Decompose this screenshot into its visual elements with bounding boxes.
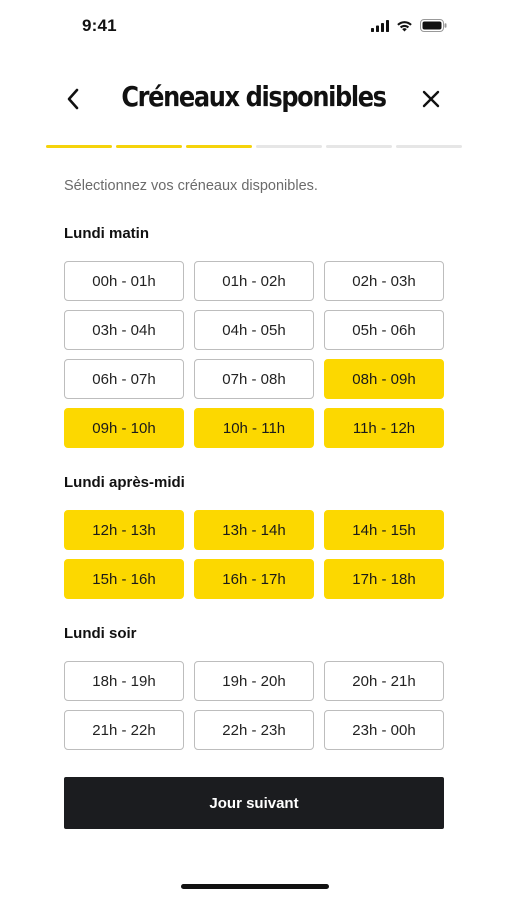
progress-segment [116,145,182,148]
slot-grid-morning [64,261,444,448]
time-slot[interactable]: 19h - 20h [194,661,314,701]
time-slot[interactable]: 12h - 13h [64,510,184,550]
time-slot[interactable]: 02h - 03h [324,261,444,301]
time-slot[interactable]: 00h - 01h [64,261,184,301]
progress-segment [46,145,112,148]
time-slot[interactable]: 05h - 06h [324,310,444,350]
time-slot[interactable]: 04h - 05h [194,310,314,350]
header [0,78,507,124]
section-title-evening: Lundi soir [64,625,137,642]
status-time: 9:41 [82,16,117,35]
time-slot[interactable]: 03h - 04h [64,310,184,350]
progress-segment [396,145,462,148]
time-slot[interactable]: 01h - 02h [194,261,314,301]
progress-segment [186,145,252,148]
status-icons [371,19,447,32]
progress-bar [46,145,462,149]
slot-grid-afternoon [64,510,444,599]
time-slot[interactable]: 10h - 11h [194,408,314,448]
time-slot[interactable]: 22h - 23h [194,710,314,750]
time-slot[interactable]: 16h - 17h [194,559,314,599]
progress-segment [326,145,392,148]
wifi-icon [396,20,413,32]
slot-grid-evening [64,661,444,750]
time-slot[interactable]: 06h - 07h [64,359,184,399]
time-slot[interactable]: 23h - 00h [324,710,444,750]
page-title: Créneaux disponibles [121,80,386,113]
signal-icon [371,20,389,32]
status-bar [0,0,507,54]
subtitle: Sélectionnez vos créneaux disponibles. [64,178,318,194]
progress-segment [256,145,322,148]
battery-icon [420,19,447,32]
time-slot[interactable]: 20h - 21h [324,661,444,701]
time-slot[interactable]: 21h - 22h [64,710,184,750]
close-button[interactable] [416,84,446,118]
time-slot[interactable]: 18h - 19h [64,661,184,701]
time-slot[interactable]: 07h - 08h [194,359,314,399]
time-slot[interactable]: 15h - 16h [64,559,184,599]
home-indicator [181,884,329,889]
time-slot[interactable]: 08h - 09h [324,359,444,399]
next-day-button[interactable]: Jour suivant [64,777,444,829]
time-slot[interactable]: 09h - 10h [64,408,184,448]
time-slot[interactable]: 17h - 18h [324,559,444,599]
time-slot[interactable]: 13h - 14h [194,510,314,550]
section-title-morning: Lundi matin [64,225,149,242]
section-title-afternoon: Lundi après-midi [64,474,185,491]
time-slot[interactable]: 11h - 12h [324,408,444,448]
time-slot[interactable]: 14h - 15h [324,510,444,550]
close-icon [421,89,441,114]
